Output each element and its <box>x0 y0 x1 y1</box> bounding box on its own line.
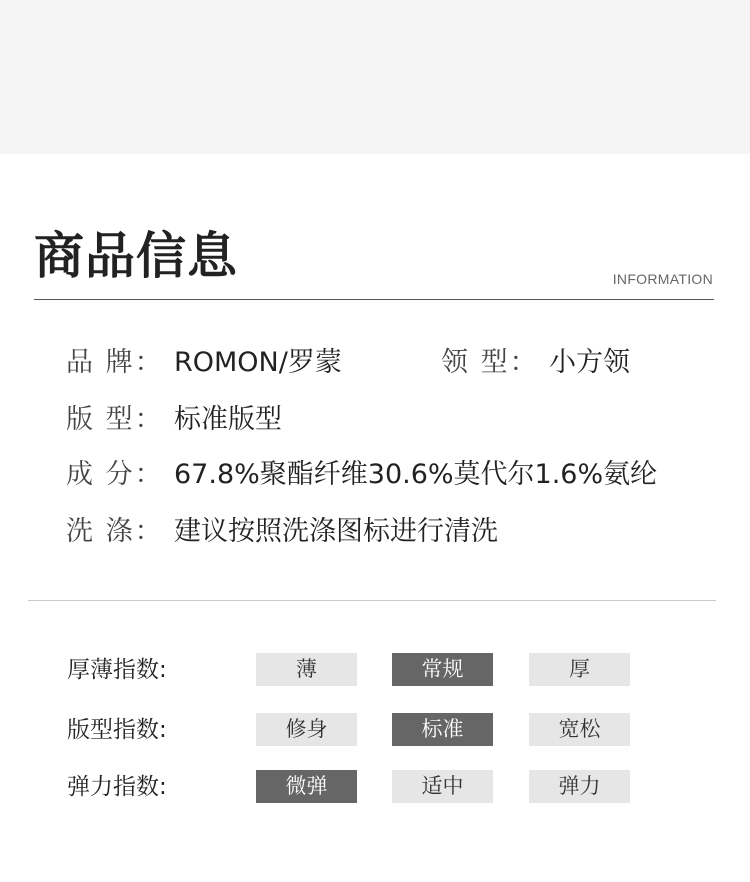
section-divider <box>28 600 716 601</box>
fit-value: 标准版型 <box>174 404 282 435</box>
fit-label: 版 型： <box>66 404 164 435</box>
section-subtitle: INFORMATION <box>612 271 713 287</box>
stretch-option-slight: 微弹 <box>256 770 357 803</box>
stretch-option-moderate: 适中 <box>392 770 493 803</box>
info-row-fit <box>66 403 282 437</box>
info-row-brand <box>66 346 342 380</box>
top-banner-area <box>0 0 750 154</box>
title-divider <box>34 299 714 300</box>
info-row-collar <box>441 346 630 380</box>
fit-index-label: 版型指数: <box>67 717 167 743</box>
brand-label: 品 牌： <box>66 347 164 378</box>
info-row-material <box>66 458 657 492</box>
collar-label: 领 型： <box>441 347 539 378</box>
thickness-option-regular: 常规 <box>392 653 493 686</box>
stretch-index-label: 弹力指数: <box>67 774 167 800</box>
fit-option-loose: 宽松 <box>529 713 630 746</box>
material-value: 67.8%聚酯纤维30.6%莫代尔1.6%氨纶 <box>174 459 658 490</box>
collar-value: 小方领 <box>549 347 630 378</box>
stretch-option-stretchy: 弹力 <box>529 770 630 803</box>
wash-label: 洗 涤： <box>66 516 164 547</box>
info-row-wash <box>66 515 498 549</box>
thickness-option-thick: 厚 <box>529 653 630 686</box>
material-label: 成 分： <box>66 459 164 490</box>
section-title: 商品信息 <box>34 227 238 285</box>
brand-value: ROMON/罗蒙 <box>174 347 342 378</box>
wash-value: 建议按照洗涤图标进行清洗 <box>174 516 498 547</box>
thickness-option-thin: 薄 <box>256 653 357 686</box>
thickness-index-label: 厚薄指数: <box>67 657 167 683</box>
fit-option-slim: 修身 <box>256 713 357 746</box>
fit-option-standard: 标准 <box>392 713 493 746</box>
